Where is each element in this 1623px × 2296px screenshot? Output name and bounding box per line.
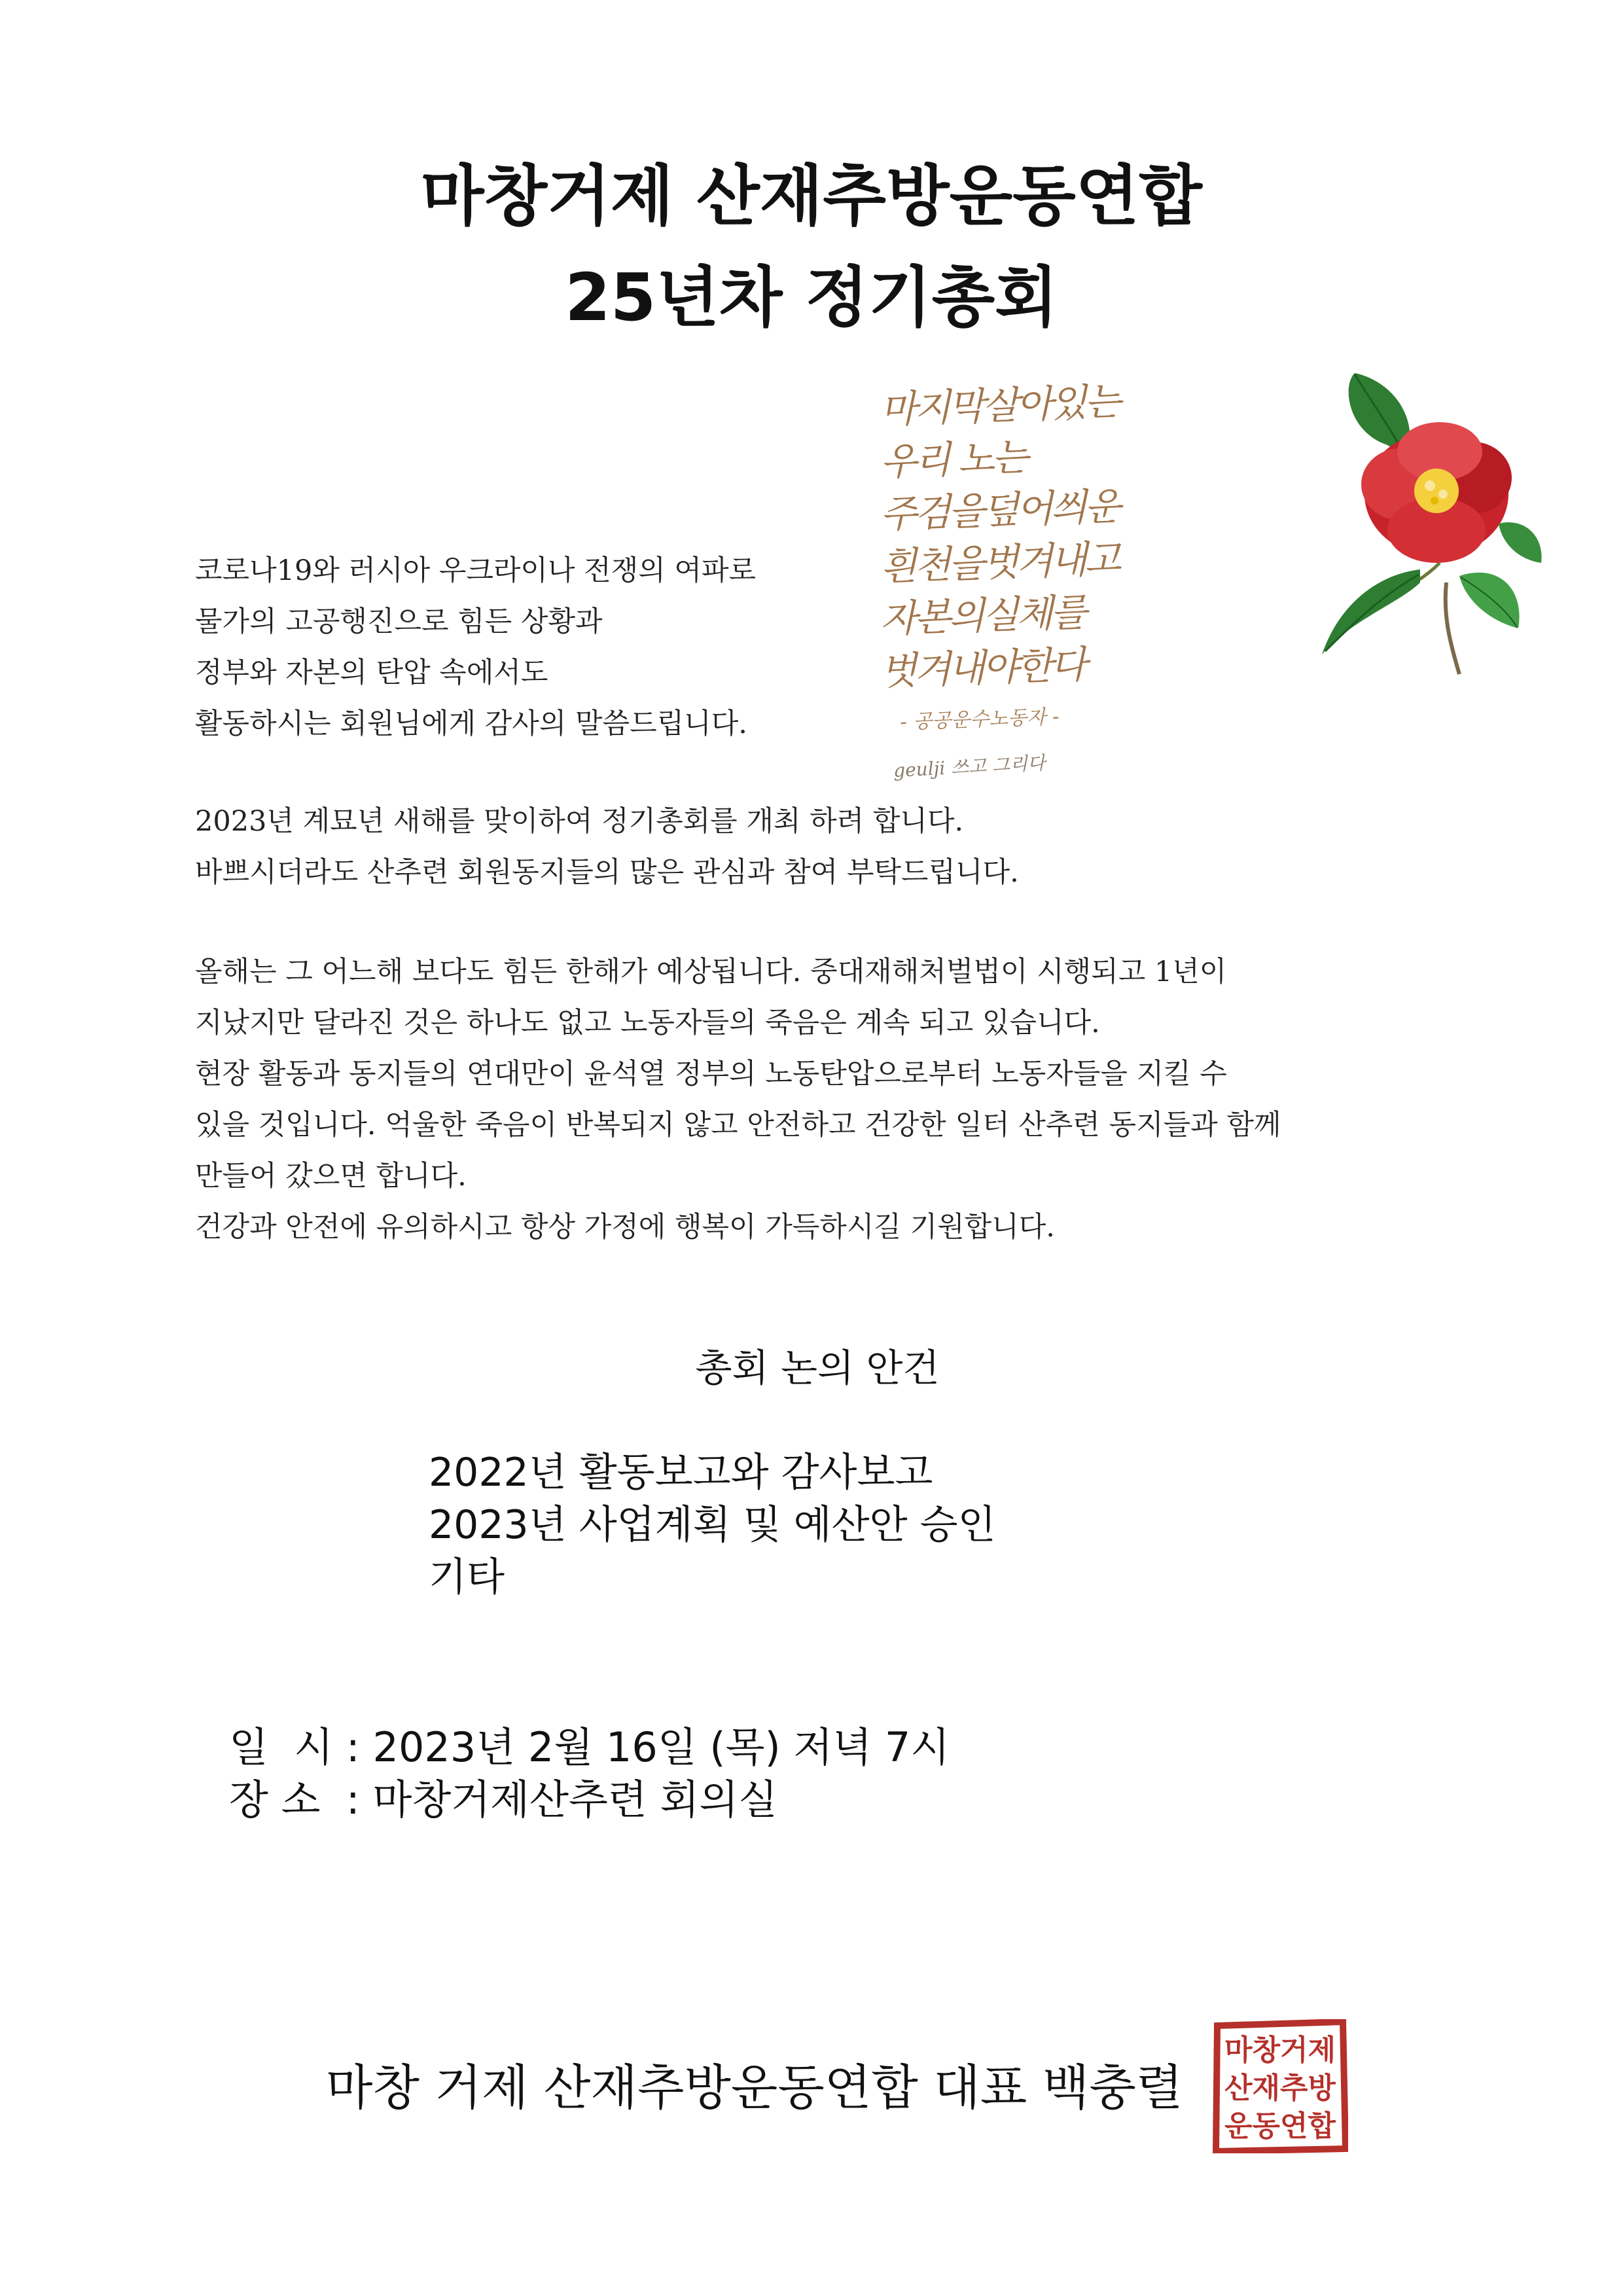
page-title-line1: 마창거제 산재추방운동연합 <box>420 158 1202 234</box>
meeting-date: 일 시 : 2023년 2월 16일 (목) 저녁 7시 <box>229 1723 950 1771</box>
calligraphy-line: 벗겨내야한다 <box>879 642 1086 694</box>
calligraphy-signature: geulji 쓰고 그리다 <box>893 751 1046 782</box>
agenda-item: 2023년 사업계획 및 예산안 승인 <box>429 1502 996 1548</box>
greeting-line: 정부와 자본의 탄압 속에서도 <box>195 656 548 689</box>
calligraphy-line: 우리 노는 <box>879 435 1027 484</box>
greeting-line: 물가의 고공행진으로 힘든 상황과 <box>195 605 603 638</box>
body-line: 지났지만 달라진 것은 하나도 없고 노동자들의 죽음은 계속 되고 있습니다. <box>195 1007 1100 1039</box>
body-line: 건강과 안전에 유의하시고 항상 가정에 행복이 가득하시길 기원합니다. <box>195 1211 1055 1244</box>
invitation-line: 2023년 계묘년 새해를 맞이하여 정기총회를 개최 하려 합니다. <box>195 805 964 838</box>
body-line: 현장 활동과 동지들의 연대만이 윤석열 정부의 노동탄압으로부터 노동자들을 지킬 수 <box>195 1058 1227 1090</box>
body-line: 있을 것입니다. 억울한 죽음이 반복되지 않고 안전하고 건강한 일터 산추련 동지들과 함께 <box>195 1109 1281 1141</box>
greeting-line: 코로나19와 러시아 우크라이나 전쟁의 여파로 <box>195 554 757 587</box>
body-line: 만들어 갔으면 합니다. <box>195 1160 467 1193</box>
meeting-place: 장 소 : 마창거제산추련 회의실 <box>229 1776 778 1823</box>
calligraphy-artwork <box>879 379 1181 805</box>
agenda-item: 2022년 활동보고와 감사보고 <box>429 1450 933 1496</box>
calligraphy-line: 마지막살아있는 <box>879 379 1120 432</box>
agenda-heading: 총회 논의 안건 <box>695 1346 940 1390</box>
invitation-line: 바쁘시더라도 산추련 회원동지들의 많은 관심과 참여 부탁드립니다. <box>195 856 1019 889</box>
body-line: 올해는 그 어느해 보다도 힘든 한해가 예상됩니다. 중대재해처벌법이 시행되고 1년이 <box>195 956 1227 988</box>
calligraphy-line: 주검을덮어씌운 <box>879 484 1120 537</box>
organization-seal <box>1212 2019 1348 2153</box>
camellia-flower-illustration <box>1309 367 1558 681</box>
seal-text: 마창거제 <box>1224 2034 1336 2067</box>
representative-signature: 마창 거제 산재추방운동연합 대표 백충렬 <box>326 2060 1183 2116</box>
seal-text: 운동연합 <box>1224 2109 1336 2143</box>
agenda-item: 기타 <box>429 1554 505 1600</box>
page-title-line2: 25년차 정기총회 <box>565 259 1058 336</box>
calligraphy-credit: - 공공운수노동자 - <box>899 705 1060 734</box>
greeting-line: 활동하시는 회원님에게 감사의 말씀드립니다. <box>195 708 747 740</box>
calligraphy-line: 자본의실체를 <box>879 590 1086 641</box>
seal-text: 산재추방 <box>1224 2072 1336 2105</box>
calligraphy-line: 흰천을벗겨내고 <box>879 536 1120 589</box>
